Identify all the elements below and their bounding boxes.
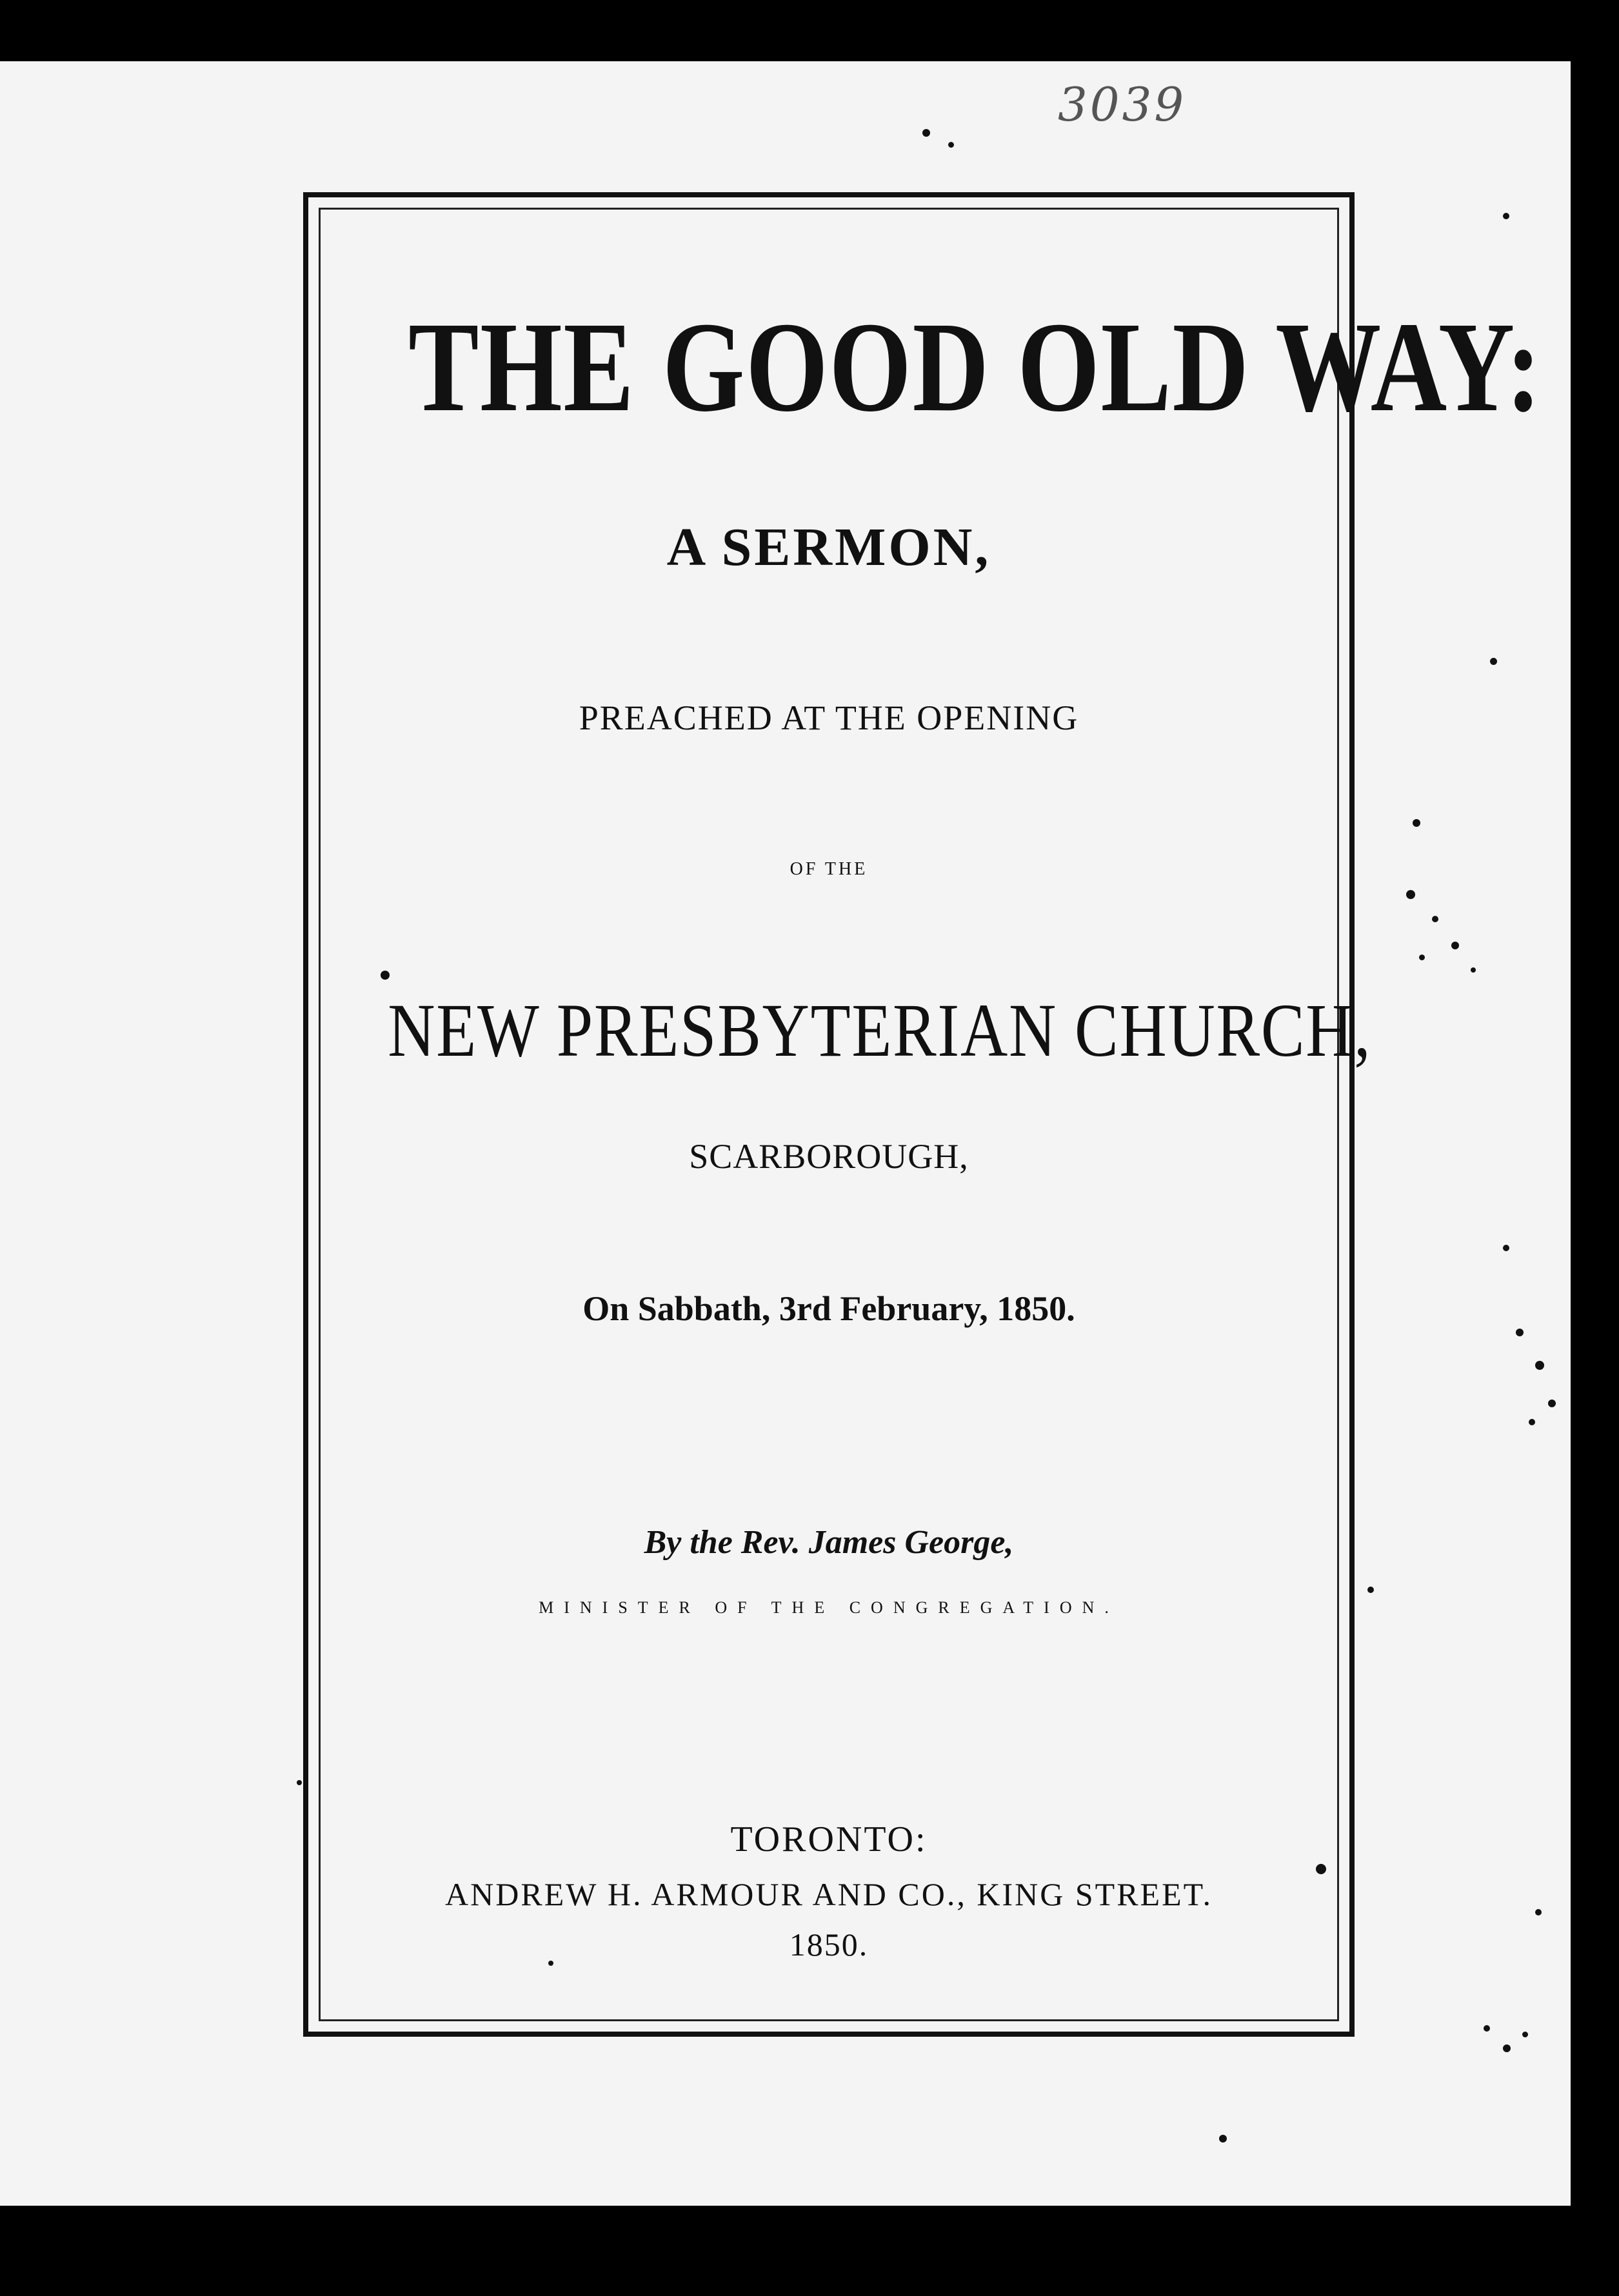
scan-speck <box>1503 2044 1511 2052</box>
author-role: MINISTER OF THE CONGREGATION. <box>539 1598 1119 1617</box>
scan-speck <box>1367 1587 1374 1593</box>
scan-speck <box>1535 1361 1544 1370</box>
scan-speck <box>548 1961 553 1966</box>
place-name: SCARBOROUGH, <box>689 1137 969 1176</box>
scan-speck <box>1316 1864 1326 1874</box>
scan-speck <box>1219 2135 1227 2143</box>
scan-speck <box>1490 658 1497 665</box>
scan-speck <box>1516 1329 1524 1336</box>
scan-border-top <box>0 0 1619 61</box>
scan-speck <box>1484 2025 1490 2032</box>
scan-speck <box>1503 1245 1509 1251</box>
scan-speck <box>1522 2032 1528 2037</box>
page-border-frame <box>303 192 1543 2037</box>
imprint-year: 1850. <box>789 1926 869 1963</box>
scan-border-bottom <box>0 2206 1619 2296</box>
scan-speck <box>1413 819 1420 827</box>
page-border-inner-rule <box>319 208 1543 2021</box>
scan-speck <box>1535 1909 1542 1915</box>
scan-speck <box>1451 942 1459 949</box>
scan-speck <box>1406 890 1415 899</box>
scan-speck <box>1471 967 1476 973</box>
scan-speck <box>922 129 930 137</box>
scan-speck <box>297 1780 302 1785</box>
imprint-city: TORONTO: <box>730 1819 928 1859</box>
church-name: NEW PRESBYTERIAN CHURCH, <box>388 988 1372 1073</box>
sermon-date: On Sabbath, 3rd February, 1850. <box>582 1289 1075 1328</box>
scan-speck <box>948 142 954 148</box>
scan-speck <box>1419 955 1425 960</box>
occasion-line: PREACHED AT THE OPENING <box>579 698 1079 737</box>
scan-speck <box>1503 213 1509 219</box>
book-title: THE GOOD OLD WAY: <box>408 296 1543 439</box>
scan-speck <box>1548 1400 1556 1407</box>
connector-line: OF THE <box>790 859 868 879</box>
imprint-publisher: ANDREW H. ARMOUR AND CO., KING STREET. <box>445 1876 1213 1912</box>
scan-speck <box>1432 916 1438 922</box>
scan-speck <box>381 971 390 980</box>
book-subtitle: A SERMON, <box>666 517 991 577</box>
scan-border-right <box>1571 0 1619 2296</box>
handwritten-number: 3039 <box>1058 77 1187 132</box>
scan-speck <box>1529 1419 1535 1425</box>
author-line: By the Rev. James George, <box>644 1524 1014 1561</box>
